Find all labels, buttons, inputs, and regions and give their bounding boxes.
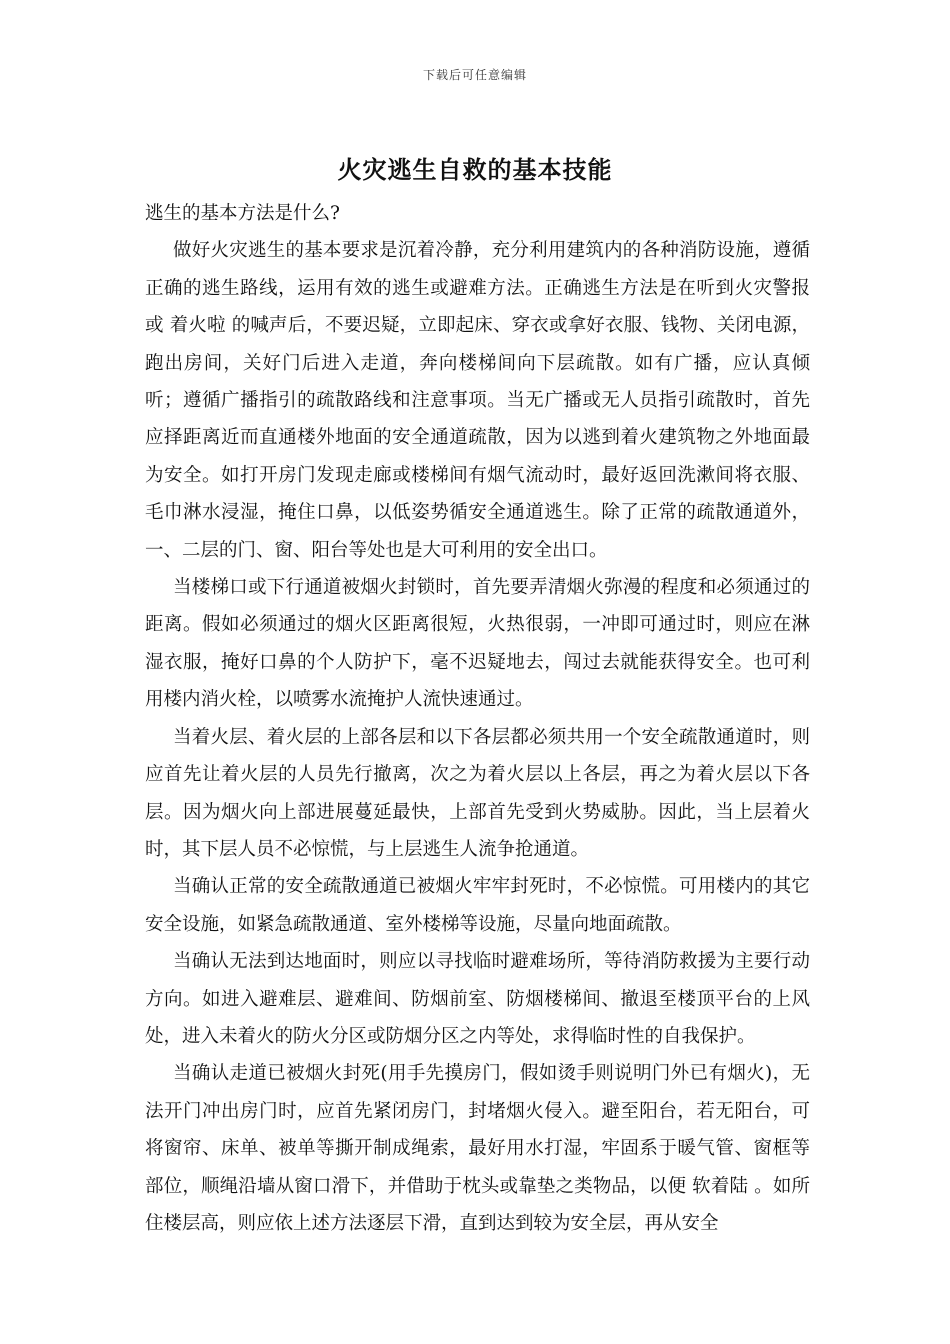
document-title: 火灾逃生自救的基本技能: [337, 156, 613, 184]
document-body: [145, 195, 810, 1242]
paragraph-shared-passage: 当着火层、着火层的上部各层和以下各层都必须共用一个安全疏散通道时，则应首先让着火层的人员先行撤离，次之为着火层以上各层，再之为着火层以下各层。因为烟火向上部进展蔓延最快，上部首先受到火势威胁。因此，当上层着火时，其下层人员不必惊慌，与上层逃生人流争抢通道。: [145, 726, 810, 860]
paragraph-stairway-blocked: 当楼梯口或下行通道被烟火封锁时，首先要弄清烟火弥漫的程度和必须通过的距离。假如必须通过的烟火区距离很短，火热很弱，一冲即可通过时，则应在淋湿衣服，掩好口鼻的个人防护下，毫不迟疑地去，闯过去就能获得安全。也可利用楼内消火栓，以喷雾水流掩护人流快速通过。: [145, 577, 810, 711]
page-header-note: 下载后可任意编辑: [422, 68, 527, 82]
paragraph-basic-method: 做好火灾逃生的基本要求是沉着冷静，充分利用建筑内的各种消防设施，遵循正确的逃生路线，运用有效的逃生或避难方法。正确逃生方法是在听到火灾警报或 着火啦 的喊声后，不要迟疑，立即起床、穿衣或拿好衣服、钱物、关闭电源，跑出房间，关好门后进入走道，奔向楼梯间向下层疏散。如有广播，应认真倾听；遵循广播指引的疏散路线和注意事项。当无广播或无人员指引疏散时，首先应择距离近而直通楼外地面的安全通道疏散，因为以逃到着火建筑物之外地面最为安全。如打开房门发现走廊或楼梯间有烟气流动时，最好返回洗漱间将衣服、毛巾淋水浸湿，掩住口鼻，以低姿势循安全通道逃生。除了正常的疏散通道外，一、二层的门、窗、阳台等处也是大可利用的安全出口。: [145, 240, 810, 561]
section-question: 逃生的基本方法是什么?: [145, 203, 340, 224]
paragraph-corridor-sealed: 当确认走道已被烟火封死(用手先摸房门，假如烫手则说明门外已有烟火)，无法开门冲出房门时，应首先紧闭房门，封堵烟火侵入。避至阳台，若无阳台，可将窗帘、床单、被单等撕开制成绳索，最好用水打湿，牢固系于暖气管、窗框等部位，顺绳沿墙从窗口滑下，并借助于枕头或靠垫之类物品，以便 软着陆 。如所住楼层高，则应依上述方法逐层下滑，直到达到较为安全层，再从安全: [145, 1063, 810, 1234]
paragraph-passage-sealed: 当确认正常的安全疏散通道已被烟火牢牢封死时，不必惊慌。可用楼内的其它安全设施，如紧急疏散通道、室外楼梯等设施，尽量向地面疏散。: [145, 876, 810, 935]
paragraph-temporary-refuge: 当确认无法到达地面时，则应以寻找临时避难场所，等待消防救援为主要行动方向。如进入避难层、避难间、防烟前室、防烟楼梯间、撤退至楼顶平台的上风处，进入未着火的防火分区或防烟分区之内等处，求得临时性的自我保护。: [145, 951, 810, 1047]
